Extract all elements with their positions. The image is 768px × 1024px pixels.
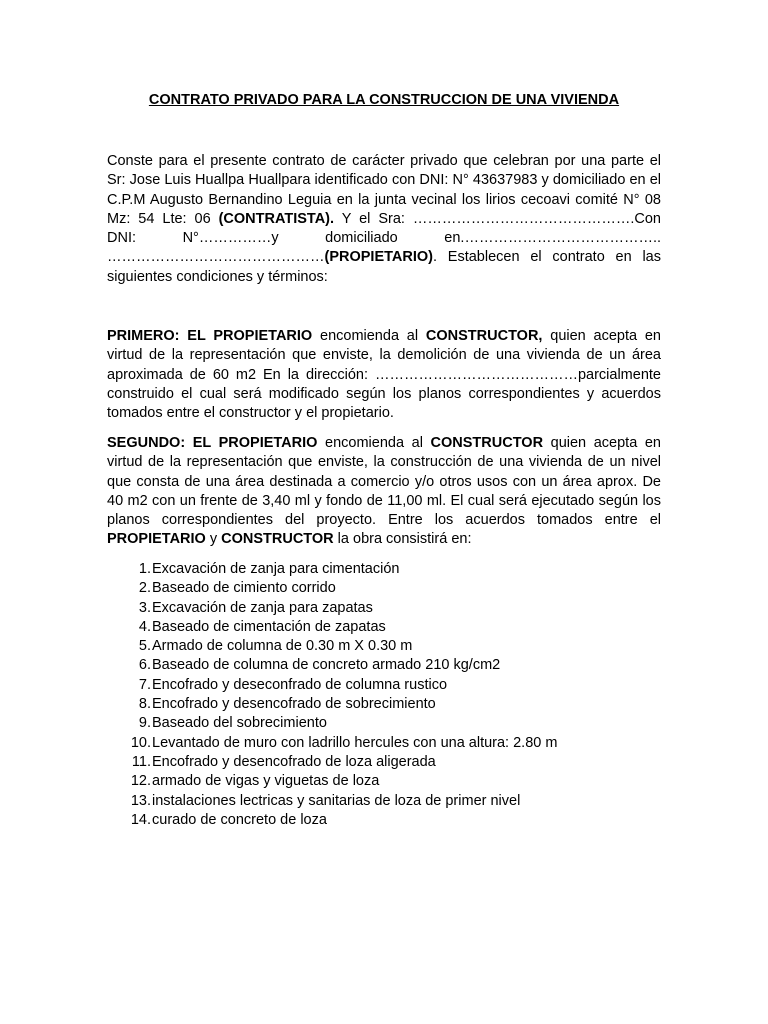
list-item-number: 2. xyxy=(138,580,151,597)
list-item-number: 3. xyxy=(138,599,151,616)
segundo-heading: SEGUNDO: EL PROPIETARIO xyxy=(107,435,318,451)
list-item xyxy=(107,714,667,733)
intro-text-2: Y el Sra: ……………………………………….Con DNI: N°……………y domiciliado en.………………………………….. ……………………………………… xyxy=(107,210,661,266)
list-item-number: 8. xyxy=(138,696,151,713)
list-item xyxy=(107,656,667,675)
list-item xyxy=(107,772,667,791)
propietario-label: (PROPIETARIO) xyxy=(324,249,433,266)
clause-segundo xyxy=(107,434,661,550)
primero-heading: PRIMERO: EL PROPIETARIO xyxy=(107,328,313,344)
primero-text-2: quien acepta en virtud de la representación que enviste, la demolición de una vivienda de un área aproximada de 60 m2 En la dirección: ……………………………………parcialmente construido el cual será modificado según los planos correspondientes y acuerdos tomados entre el constructor y el propietario. xyxy=(107,328,662,422)
intro-text-1: Conste para el presente contrato de carácter privado que celebran por una parte el Sr: Jose Luis Huallpa Huallpara identificado con DNI: N° 43637983 y domiciliado en el C.P.M Augusto Bernandino Leguia en la junta vecinal los lirios cecoavi comité N° 08 Mz: 54 Lte: 06 xyxy=(107,153,661,227)
segundo-constructor: CONSTRUCTOR xyxy=(430,435,544,451)
list-item-text: Levantado de muro con ladrillo hercules con una altura: 2.80 m xyxy=(152,734,558,751)
list-item-number: 12. xyxy=(130,773,151,790)
list-item-text: Encofrado y desencofrado de sobrecimiento xyxy=(152,696,436,713)
list-item-text: Baseado de cimiento corrido xyxy=(152,580,336,597)
list-item xyxy=(107,560,667,579)
list-item-number: 7. xyxy=(138,676,151,693)
segundo-text-4: la obra consistirá en: xyxy=(333,531,472,548)
list-item-text: armado de vigas y viguetas de loza xyxy=(152,773,380,790)
list-item-number: 10. xyxy=(130,734,151,751)
primero-constructor: CONSTRUCTOR, xyxy=(425,328,543,344)
list-item xyxy=(107,792,667,811)
list-item xyxy=(107,753,667,772)
list-item-text: curado de concreto de loza xyxy=(152,811,327,828)
list-item-text: Excavación de zanja para cimentación xyxy=(152,561,400,577)
list-item-number: 4. xyxy=(138,618,151,635)
list-item xyxy=(107,637,667,656)
list-item xyxy=(107,676,667,695)
segundo-text-2: quien acepta en virtud de la representación que enviste, la construcción de una vivienda de un nivel que consta de una área destinada a comercio y/o otros usos con un área aprox. De 40 m2 con un frente de 3,40 ml y fondo de 11,00 ml. El cual será ejecutado según los planos correspondientes del proyecto. Entre los acuerdos tomados entre el xyxy=(107,435,661,529)
list-item xyxy=(107,618,667,637)
clause-primero xyxy=(107,327,661,423)
list-item xyxy=(107,579,667,598)
list-item-text: Excavación de zanja para zapatas xyxy=(152,599,373,616)
list-item-text: Baseado de cimentación de zapatas xyxy=(152,618,386,635)
list-item-text: Armado de columna de 0.30 m X 0.30 m xyxy=(152,638,413,655)
contratista-label: (CONTRATISTA). xyxy=(218,210,335,227)
list-item-text: Encofrado y deseconfrado de columna rustico xyxy=(152,676,448,693)
list-item-number: 5. xyxy=(138,638,151,655)
list-item-number: 6. xyxy=(138,657,151,674)
list-item-text: Encofrado y desencofrado de loza aligerada xyxy=(152,753,436,770)
segundo-text-3: y xyxy=(205,531,222,548)
list-item-text: Baseado del sobrecimiento xyxy=(152,715,327,732)
list-item xyxy=(107,695,667,714)
intro-text-3: . Establecen el contrato en las siguientes condiciones y términos: xyxy=(107,249,661,285)
segundo-text-1: encomienda al xyxy=(317,435,431,451)
works-list xyxy=(107,560,667,830)
list-item-number: 1. xyxy=(138,561,151,577)
list-item-number: 13. xyxy=(130,792,151,809)
list-item-number: 9. xyxy=(138,715,151,732)
primero-text-1: encomienda al xyxy=(312,328,426,344)
list-item xyxy=(107,811,667,830)
list-item-number: 14. xyxy=(130,811,151,828)
segundo-propietario: PROPIETARIO xyxy=(107,531,206,548)
document-title: CONTRATO PRIVADO PARA LA CONSTRUCCION DE UNA VIVIENDA xyxy=(148,92,620,108)
list-item xyxy=(107,599,667,618)
segundo-constructor-2: CONSTRUCTOR xyxy=(221,531,334,548)
list-item-text: instalaciones lectricas y sanitarias de loza de primer nivel xyxy=(152,792,521,809)
list-item-text: Baseado de columna de concreto armado 210 kg/cm2 xyxy=(152,657,501,674)
list-item-number: 11. xyxy=(131,753,151,770)
list-item xyxy=(107,734,667,753)
intro-paragraph xyxy=(107,152,661,287)
